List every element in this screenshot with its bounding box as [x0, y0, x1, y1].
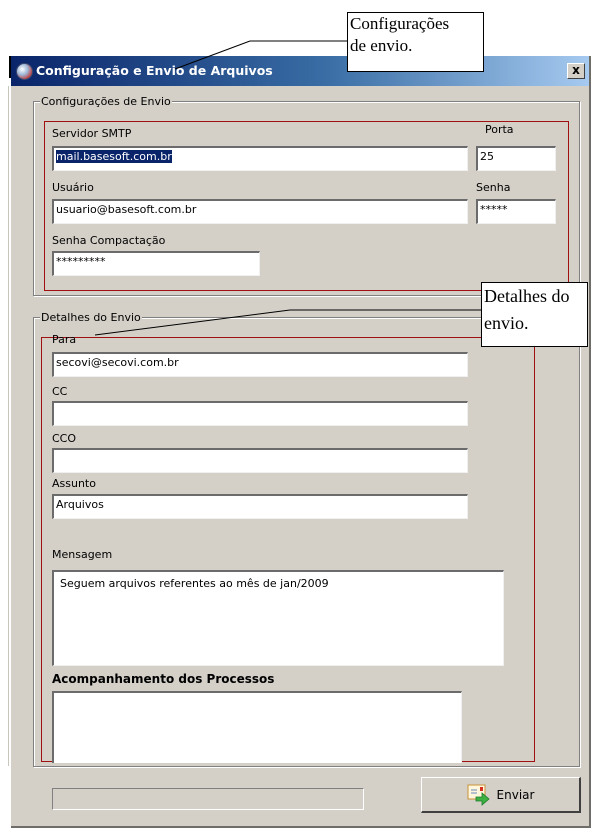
- config-note-line-2: de envio.: [350, 36, 413, 55]
- user-input[interactable]: usuario@basesoft.com.br: [52, 199, 468, 224]
- to-label: Para: [52, 333, 77, 346]
- bcc-label: CCO: [52, 432, 77, 445]
- process-label: Acompanhamento dos Processos: [52, 672, 275, 686]
- smtp-server-value: mail.basesoft.com.br: [56, 150, 172, 163]
- details-group-legend: Detalhes do Envio: [41, 311, 141, 324]
- window-title: Configuração e Envio de Arquivos: [36, 63, 273, 78]
- password-label: Senha: [476, 181, 511, 194]
- details-note-line-1: Detalhes do: [484, 286, 570, 306]
- close-button[interactable]: x: [567, 63, 585, 79]
- message-label: Mensagem: [52, 548, 113, 561]
- smtp-label: Servidor SMTP: [52, 127, 132, 140]
- subject-input[interactable]: Arquivos: [52, 494, 468, 519]
- user-label: Usuário: [52, 181, 94, 194]
- subject-label: Assunto: [52, 477, 96, 490]
- config-callout-pointer: [175, 41, 250, 69]
- details-callout-pointer: [95, 310, 290, 335]
- details-annotation-note: [481, 282, 588, 347]
- zip-password-label: Senha Compactação: [52, 234, 166, 247]
- to-input[interactable]: secovi@secovi.com.br: [52, 352, 468, 377]
- details-note-line-2: envio.: [484, 313, 529, 333]
- cc-label: CC: [52, 385, 68, 398]
- port-input[interactable]: 25: [476, 146, 556, 171]
- config-annotation-note: [347, 12, 484, 72]
- config-note-line-1: Configurações: [350, 14, 450, 33]
- message-textarea[interactable]: Seguem arquivos referentes ao mês de jan/2009: [52, 570, 504, 666]
- password-input[interactable]: *****: [476, 199, 556, 224]
- send-button-label: Enviar: [496, 787, 535, 802]
- config-group-legend: Configurações de Envio: [41, 95, 171, 108]
- port-label: Porta: [485, 123, 514, 136]
- zip-password-input[interactable]: *********: [52, 251, 260, 276]
